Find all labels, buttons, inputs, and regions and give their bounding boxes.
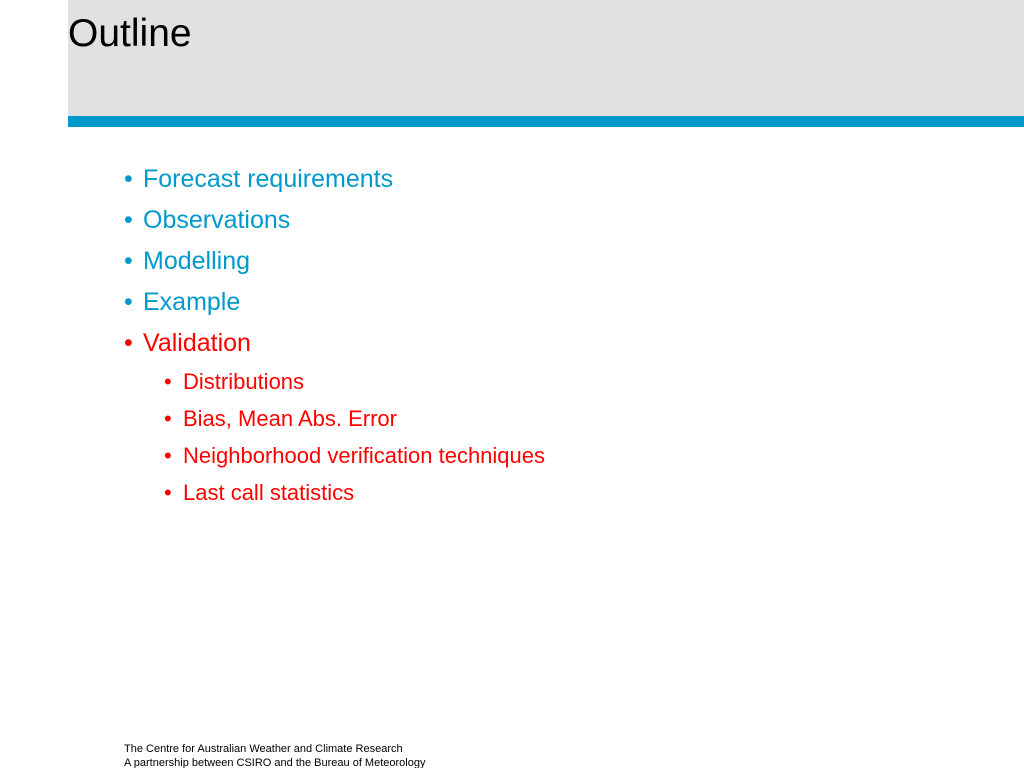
bullet-icon: • <box>164 406 172 431</box>
outline-subitem-label: Neighborhood verification techniques <box>183 443 546 468</box>
bullet-icon: • <box>164 369 172 394</box>
outline-item-label: Forecast requirements <box>143 165 394 193</box>
bullet-icon: • <box>124 206 133 234</box>
outline-item-label: Validation <box>143 329 251 357</box>
outline-list <box>124 160 1004 513</box>
bullet-icon: • <box>164 443 172 468</box>
outline-subitem-neighborhood-verification <box>164 439 1004 476</box>
outline-subitem-label: Distributions <box>183 369 305 394</box>
outline-subitem-bias-mae <box>164 402 1004 439</box>
outline-item-forecast-requirements <box>124 160 1004 201</box>
header-band <box>68 0 1024 116</box>
outline-item-label: Observations <box>143 206 291 234</box>
outline-item-example <box>124 283 1004 324</box>
bullet-icon: • <box>164 480 172 505</box>
bullet-icon: • <box>124 165 133 193</box>
footer <box>124 742 425 768</box>
outline-item-label: Modelling <box>143 247 251 275</box>
outline-item-validation <box>124 324 1004 365</box>
bullet-icon: • <box>124 288 133 316</box>
outline-item-observations <box>124 201 1004 242</box>
bullet-icon: • <box>124 329 133 357</box>
slide-title: Outline <box>68 12 192 55</box>
footer-line-organization: The Centre for Australian Weather and Climate Research <box>124 743 403 755</box>
bullet-icon: • <box>124 247 133 275</box>
outline-item-modelling <box>124 242 1004 283</box>
outline-subitem-distributions <box>164 365 1004 402</box>
outline-item-label: Example <box>143 288 241 316</box>
outline-subitem-label: Last call statistics <box>183 480 355 505</box>
footer-line-partnership: A partnership between CSIRO and the Bureau of Meteorology <box>124 757 426 768</box>
outline-subitem-last-call-statistics <box>164 476 1004 513</box>
outline-subitem-label: Bias, Mean Abs. Error <box>183 406 397 431</box>
header-accent-bar <box>68 116 1024 127</box>
